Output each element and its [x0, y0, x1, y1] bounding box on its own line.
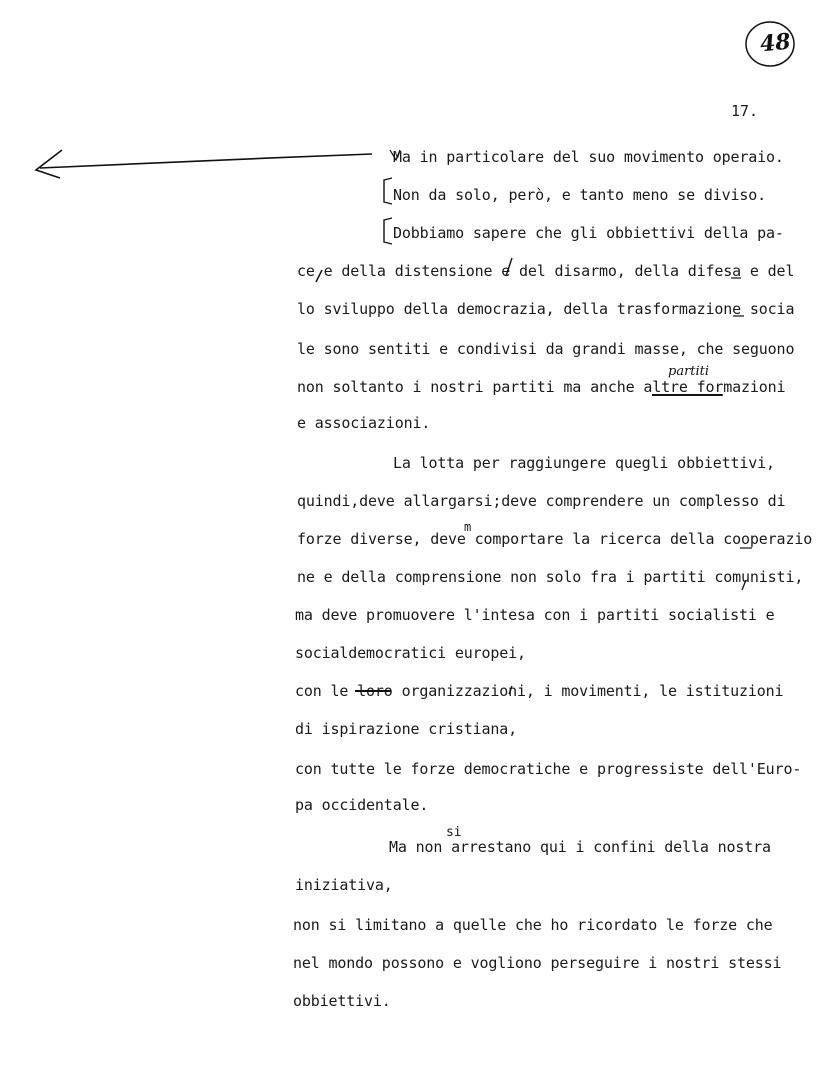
text-line-7: non soltanto i nostri partiti ma anche altre formazioni — [297, 378, 786, 396]
paragraph-bracket-1 — [384, 178, 392, 204]
text-line-3: Dobbiamo sapere che gli obbiettivi della pa- — [393, 224, 784, 242]
page-stamp: 48 — [758, 28, 792, 58]
insertion-m: m — [464, 520, 472, 534]
text-line-1: Ma in particolare del suo movimento operaio. — [393, 148, 784, 166]
text-line-15: con le loro organizzazioni, i movimenti, le istituzioni — [295, 682, 784, 700]
text-line-21: non si limitano a quelle che ho ricordato le forze che — [293, 916, 773, 934]
text-line-17: con tutte le forze democratiche e progressiste dell'Euro- — [295, 760, 802, 778]
text-line-16: di ispirazione cristiana, — [295, 720, 518, 738]
arrow-head — [36, 150, 62, 178]
text-line-4: ce e della distensione e del disarmo, della difesa e del — [297, 262, 795, 280]
strikethrough-loro — [355, 682, 391, 700]
text-line-23: obbiettivi. — [293, 992, 391, 1010]
text-line-22: nel mondo possono e vogliono perseguire i nostri stessi — [293, 954, 782, 972]
text-line-5: lo sviluppo della democrazia, della trasformazione socia — [297, 300, 795, 318]
text-line-8: e associazioni. — [297, 414, 431, 432]
text-line-18: pa occidentale. — [295, 796, 429, 814]
text-line-14: socialdemocratici europei, — [295, 644, 526, 662]
text-line-11: forze diverse, deve comportare la ricerca della cooperazio — [297, 530, 813, 548]
text-line-2: Non da solo, però, e tanto meno se diviso. — [393, 186, 766, 204]
text-line-19: Ma non arrestano qui i confini della nostra — [389, 838, 771, 856]
text-line-13: ma deve promuovere l'intesa con i partiti socialisti e — [295, 606, 775, 624]
text-line-9: La lotta per raggiungere quegli obbiettivi, — [393, 454, 775, 472]
arrow-mark — [40, 154, 372, 168]
text-line-6: le sono sentiti e condivisi da grandi masse, che seguono — [297, 340, 795, 358]
insertion-partiti: partiti — [668, 364, 710, 379]
page-number: 17. — [731, 102, 759, 120]
paragraph-bracket-2 — [384, 218, 392, 244]
strikethrough-formazioni — [652, 386, 723, 404]
insertion-si: si — [446, 825, 462, 840]
text-line-12: ne e della comprensione non solo fra i partiti comunisti, — [297, 568, 804, 586]
text-line-20: iniziativa, — [295, 876, 393, 894]
text-line-10: quindi,deve allargarsi;deve comprendere un complesso di — [297, 492, 786, 510]
